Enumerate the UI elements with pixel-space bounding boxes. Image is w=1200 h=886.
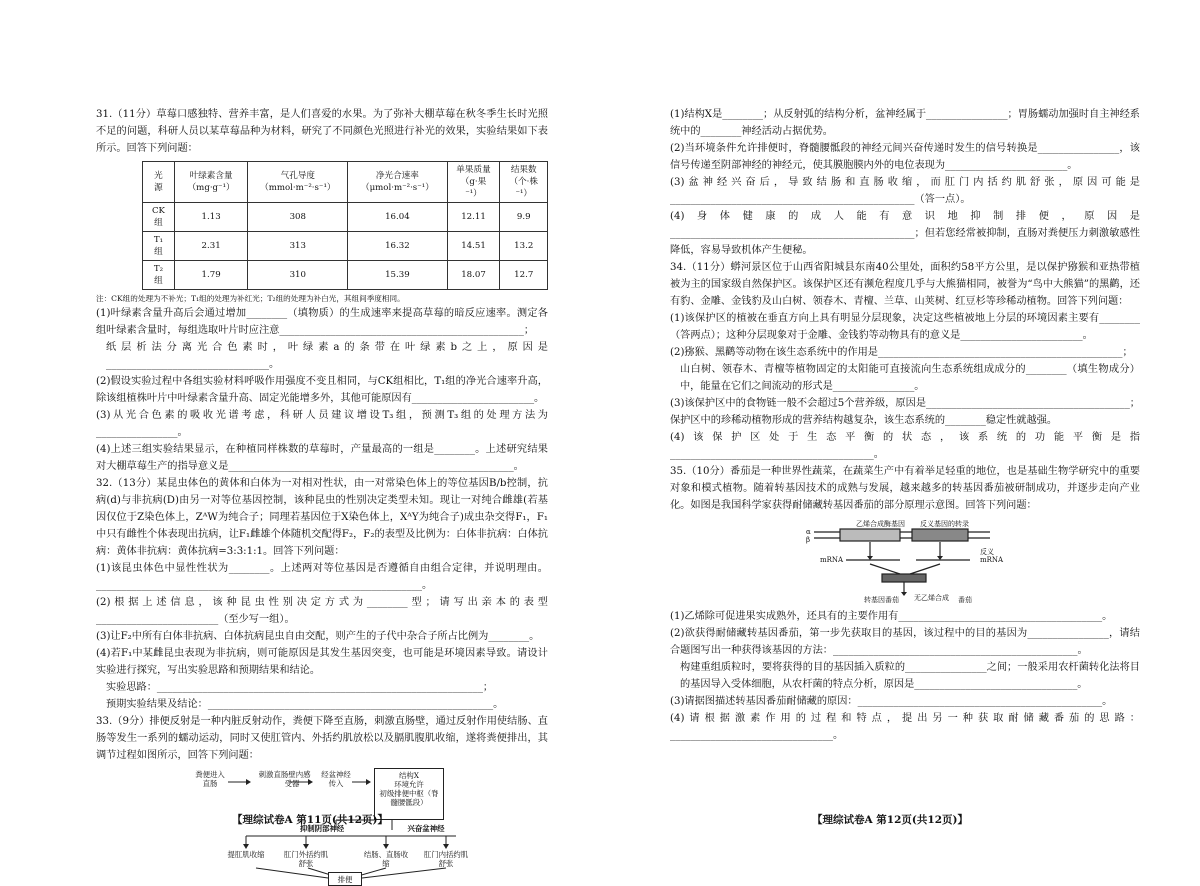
diagram-label-pelvic-in: 经盆神经传入	[321, 770, 351, 788]
diagram-node-external-sphincter: 肛门外括约肌舒张	[283, 850, 329, 868]
gene-label-antisense: 反义基因的转录	[920, 520, 969, 528]
diagram-node-colon: 结肠、直肠收缩	[363, 850, 409, 868]
q33-sub2: (2)当环境条件允许排便时，脊髓腰骶段的神经元间兴奋传递时发生的信号转换是________________，该信号传递至阴部神经的神经元，使其膜胞膜内外的电位表现为________________________。	[670, 143, 1140, 171]
q32-sub4a: 实验思路：________________________________________________________________；	[106, 682, 494, 693]
diagram-node-receptor: 直肠壁内感受器	[273, 770, 311, 788]
table-header: 叶绿素含量（mg·g⁻¹）	[174, 162, 247, 203]
table-cell: 18.07	[447, 261, 500, 290]
gene-label-antisense-short: 反义	[980, 548, 994, 556]
gene-strand-alpha: α	[806, 528, 811, 536]
page-footer: 【理综试卷A 第12页(共12页)】	[812, 814, 968, 826]
gene-label-no-ethylene: 无乙烯合成	[914, 594, 949, 602]
table-cell: T₂组	[143, 261, 175, 290]
q35-stem: 35.（10分）番茄是一种世界性蔬菜，在蔬菜生产中有着举足轻重的地位，也是基础生物学研究中的重要对象和模式植物。随着转基因技术的成熟与发展，越来越多的转基因番茄被研制成功，并逐步走向产业化。如图是我国科学家获得耐储藏转基因番茄的部分原理示意图。回答下列问题：	[670, 466, 1140, 511]
question-31	[96, 106, 548, 475]
table-header: 净光合速率（μmol·m⁻²·s⁻¹）	[348, 162, 447, 203]
q34-sub2b: 山白树、领春木、青檀等植物固定的太阳能可直接流向生态系统组成成分的________（填生物成分）中，能量在它们之间流动的形式是________________。	[680, 364, 1140, 392]
table-header-row	[143, 162, 548, 203]
table-cell: 16.32	[348, 232, 447, 261]
diagram-node-x: 结构X	[398, 771, 420, 780]
q31-sub3: (3)从光合色素的吸收光谱考虑，科研人员建议增设T₃组，预测T₃组的处理方法为________________。	[96, 410, 548, 438]
table-header: 气孔导度（mmol·m⁻²·s⁻¹）	[248, 162, 348, 203]
q32-sub1: (1)该昆虫体色中显性性状为________。上述两对等位基因是否遵循自由组合定律，并说明理由。________________________________________________________________。	[96, 563, 548, 591]
question-32	[96, 475, 548, 713]
table-header: 结果数（个·株⁻¹）	[500, 162, 548, 203]
page-11	[0, 0, 600, 884]
table-cell: 313	[248, 232, 348, 261]
q31-sub2: (2)假设实验过程中各组实验材料呼吸作用强度不变且相同，与CK组相比，T₁组的净光合速率升高，除该组植株叶片中叶绿素含量升高、固定光能增多外，其他可能原因有________________________。	[96, 376, 548, 404]
q34-sub3: (3)该保护区中的食物链一般不会超过5个营养级，原因是________________________________________；保护区中的珍稀动植物形成的营养结构越复杂，该生态系统的________稳定性就越强。	[670, 398, 1140, 426]
diagram-node-spinal: 初级排便中枢（脊髓腰骶段）	[379, 789, 439, 807]
q31-sub1b: 纸层析法分离光合色素时，叶绿素a的条带在叶绿素b之上，原因是________________________________。	[106, 342, 548, 370]
q32-sub2: (2)根据上述信息，该种昆虫性别决定方式为________型；请写出亲本的表型________________________（至少写一组）。	[96, 597, 548, 625]
table-cell: 1.13	[174, 203, 247, 232]
q34-sub2: (2)猕猴、黑鹳等动物在该生态系统中的作用是________________________________________________；	[670, 347, 1133, 358]
q35-sub4: (4)请根据激素作用的过程和特点，提出另一种获取耐储藏番茄的思路：________________________________。	[670, 713, 1140, 741]
diagram-node-feces: 粪便进入直肠	[195, 770, 225, 788]
defecation-reflex-diagram	[96, 768, 548, 886]
table-cell: 13.2	[500, 232, 548, 261]
q34-stem: 34.（11分）蟒河景区位于山西省阳城县东南40公里处，面积约58平方公里，是以保护猕猴和亚热带植被为主的国家级自然保护区。该保护区还有濒危程度几乎与大熊猫相同，被誉为“鸟中大熊猫”的黑鹳，还有豹、金雕、金钱豹及山白树、领春木、青檀、兰草、山荚树、红豆杉等珍稀动植物。回答下列问题：	[670, 262, 1140, 307]
table-cell: 12.11	[447, 203, 500, 232]
gene-label-mrna-right: mRNA	[980, 556, 1004, 564]
table-header: 单果质量（g·果⁻¹）	[447, 162, 500, 203]
q33-stem: 33.（9分）排便反射是一种内脏反射动作，粪便下降至直肠，刺激直肠壁，通过反射作用使结肠、直肠等发生一系列的蠕动运动，同时又使肛管内、外括约肌放松以及膈肌腹肌收缩，遂将粪便排出，其调节过程如图所示，回答下列问题：	[96, 716, 548, 761]
table-cell: 308	[248, 203, 348, 232]
gene-label-transgenic: 转基因番茄	[864, 596, 899, 604]
table-cell: 16.04	[348, 203, 447, 232]
q31-stem: 31.（11分）草莓口感独特、营养丰富，是人们喜爱的水果。为了弥补大棚草莓在秋冬季生长时光照不足的问题，科研人员以某草莓品种为材料，研究了不同颜色光照进行补光的效果，实验结果如下表所示。回答下列问题：	[96, 109, 548, 154]
table-cell: 12.7	[500, 261, 548, 290]
table-cell: 1.79	[174, 261, 247, 290]
page-footer: 【理综试卷A 第11页(共12页)】	[232, 814, 388, 826]
table-cell: 9.9	[500, 203, 548, 232]
question-35	[670, 463, 1140, 744]
diagram-label-inhibit: 抑制阴部神经	[299, 824, 345, 833]
table-cell: CK组	[143, 203, 175, 232]
diagram-node-defecation: 排便	[328, 872, 362, 886]
q32-sub3: (3)让F₂中所有白体非抗病、白体抗病昆虫自由交配，则产生的子代中杂合子所占比例为________。	[96, 631, 540, 642]
q32-stem: 32.（13分）某昆虫体色的黄体和白体为一对相对性状，由一对常染色体上的等位基因B/b控制，抗病(d)与非抗病(D)由另一对等位基因控制，该种昆虫的性别决定类型未知。现让一对纯合雌雄(若基因仅位于Z染色体上，ZᴬW为纯合子；同理若基因位于X染色体上，XᴬY为纯合子)成虫杂交得F₁，F₁中只有雌性个体表现出抗病，让F₁雌雄个体随机交配得F₂，F₂的表型及比例为：白体非抗病：白体抗病：黄体非抗病：黄体抗病=3:3:1:1。回答下列问题：	[96, 478, 548, 557]
q35-sub2: (2)欲获得耐储藏转基因番茄，第一步先获取目的基因，该过程中的目的基因为________________，请结合题图写出一种获得该基因的方法：________________________________________________。	[670, 628, 1140, 656]
table-row	[143, 261, 548, 290]
table-cell: 15.39	[348, 261, 447, 290]
q32-sub4b: 预期实验结果及结论：________________________________________________________。	[106, 699, 504, 710]
gene-label-ethylene: 乙烯合成酶基因	[856, 520, 905, 528]
gene-label-mrna-left: mRNA	[820, 556, 844, 564]
table-row	[143, 232, 548, 261]
diagram-node-internal-sphincter: 肛门内括约肌舒张	[423, 850, 469, 868]
gene-label-tomato: 番茄	[958, 596, 972, 604]
q31-sub4: (4)上述三组实验结果显示，在种植同样株数的草莓时，产量最高的一组是________。上述研究结果对大棚草莓生产的指导意义是________________________________________________________。	[96, 444, 548, 472]
gene-strand-beta: β	[806, 536, 811, 544]
q31-table	[142, 161, 548, 290]
question-33-continued	[670, 106, 1140, 259]
q33-sub3: (3)盆神经兴奋后，导致结肠和直肠收缩，而肛门内括约肌舒张，原因可能是________________________________________________（答一点）。	[670, 177, 1140, 205]
q35-sub1: (1)乙烯除可促进果实成熟外，还具有的主要作用有________________________________________。	[670, 611, 1113, 622]
q33-sub4: (4)身体健康的成人能有意识地抑制排便，原因是________________________________________________；但若您经常被抑制，直肠对粪便压力刺激敏感性降低，容易导致机体产生便秘。	[670, 211, 1140, 256]
q34-sub1: (1)该保护区的植被在垂直方向上具有明显分层现象，决定这些植被地上分层的环境因素主要有________（答两点）；这种分层现象对于金雕、金钱豹等动物具有的意义是________________________。	[670, 313, 1140, 341]
question-33	[96, 713, 548, 886]
q31-table-note: 注：CK组的处理为不补光；T₁组的处理为补红光；T₂组的处理为补白光，其组间季度相同。	[96, 294, 405, 303]
q32-sub4: (4)若F₁中某雌昆虫表现为非抗病，则可能原因是其发生基因突变，也可能是环境因素导致。请设计实验进行探究，写出实验思路和预期结果和结论。	[96, 648, 548, 676]
table-cell: 310	[248, 261, 348, 290]
page-12	[600, 0, 1200, 849]
q35-sub2b: 构建重组质粒时，要将获得的目的基因插入质粒的________________之间；一般采用农杆菌转化法将目的基因导入受体细胞，从农杆菌的特点分析，原因是________________________________。	[680, 662, 1140, 690]
q34-sub4: (4)该保护区处于生态平衡的状态，该系统的功能平衡是指________________________________________。	[670, 432, 1140, 460]
gene-diagram-shapes	[670, 518, 1140, 604]
transgenic-tomato-diagram	[670, 518, 1140, 604]
q33-sub1: (1)结构X是________；从反射弧的结构分析，盆神经属于________________；胃肠蠕动加强时自主神经系统中的________神经活动占据优势。	[670, 109, 1140, 137]
table-header: 光源	[143, 162, 175, 203]
diagram-label-excite: 兴奋盆神经	[407, 824, 445, 833]
question-34	[670, 259, 1140, 463]
table-row	[143, 203, 548, 232]
diagram-node-levator: 提肛肌收缩	[227, 850, 265, 859]
diagram-label-env: 环境允许	[394, 780, 424, 789]
q31-sub1: (1)叶绿素含量升高后会通过增加________（填物质）的生成速率来提高草莓的暗反应速率。测定各组叶绿素含量时，每组选取叶片时应注意________________________________________________；	[96, 308, 548, 336]
table-cell: 2.31	[174, 232, 247, 261]
q35-sub3: (3)请据图描述转基因番茄耐储藏的原因：________________________________________________。	[670, 696, 1113, 707]
diagram-label-stimulus: 刺激	[258, 770, 274, 779]
table-cell: T₁组	[143, 232, 175, 261]
table-cell: 14.51	[447, 232, 500, 261]
